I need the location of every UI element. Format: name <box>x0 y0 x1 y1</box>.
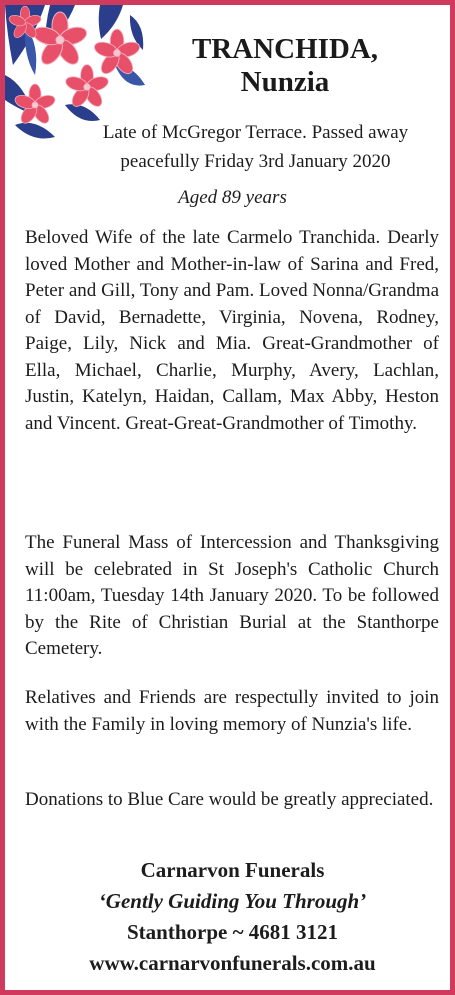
late-of-line-1: Late of McGregor Terrace. Passed away <box>102 122 409 143</box>
funeral-mass-paragraph: The Funeral Mass of Intercession and Thanksgiving will be celebrated in St Joseph's Catholic Church 11:00am, Tuesday 14th January 2020. To be followed by the Rite of Christian Burial at the Stanthorpe Cemetery. <box>25 532 439 659</box>
deceased-name <box>165 33 405 99</box>
company-website: www.carnarvonfunerals.com.au <box>89 951 376 975</box>
late-of-line-2: peacefully Friday 3rd January 2020 <box>120 151 391 172</box>
company-slogan: ‘Gently Guiding You Through’ <box>98 889 367 913</box>
given-name: Nunzia <box>240 66 330 98</box>
age-text: Aged 89 years <box>178 187 287 208</box>
late-of-text <box>63 118 448 176</box>
company-phone: Stanthorpe ~ 4681 3121 <box>126 920 338 944</box>
invitation-paragraph: Relatives and Friends are respectully invited to join with the Family in loving memory of Nunzia's life. <box>25 687 439 735</box>
funeral-director-footer <box>5 855 455 979</box>
surname: TRANCHIDA, <box>191 33 379 65</box>
company-name: Carnarvon Funerals <box>140 858 325 882</box>
donations-paragraph: Donations to Blue Care would be greatly appreciated. <box>25 789 434 810</box>
family-paragraph: Beloved Wife of the late Carmelo Tranchida. Dearly loved Mother and Mother-in-law of Sarina and Fred, Peter and Gill, Tony and Pam. Loved Nonna/Grandma of David, Bernadette, Virginia, Novena, Rodney, Paige, Lily, Nick and Mia. Great-Grandmother of Ella, Michael, Charlie, Murphy, Avery, Lachlan, Justin, Katelyn, Haidan, Callam, Max Abby, Heston and Vincent. Great-Great-Grandmother of Timothy. <box>25 227 439 434</box>
